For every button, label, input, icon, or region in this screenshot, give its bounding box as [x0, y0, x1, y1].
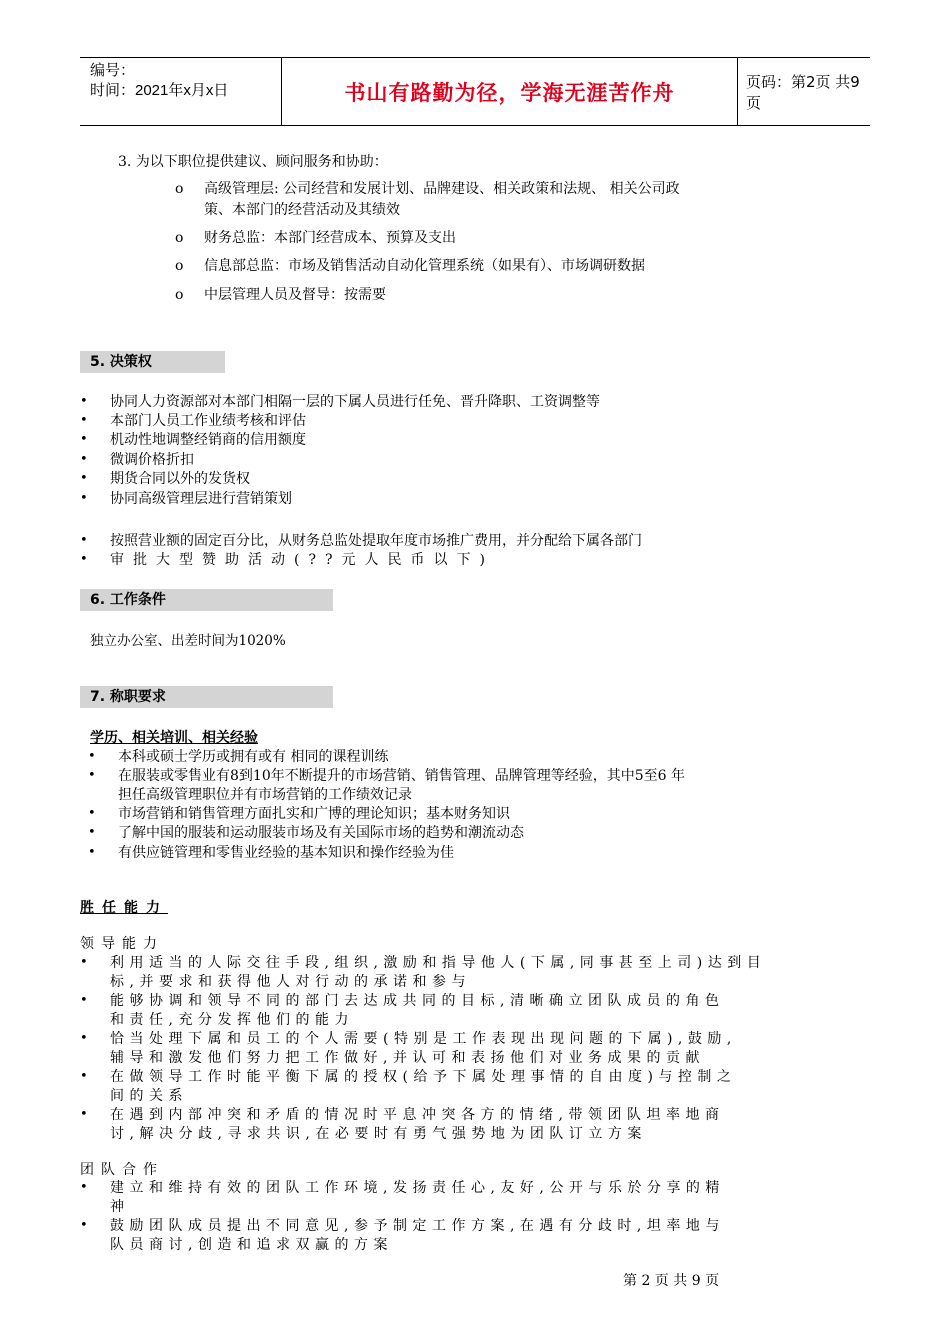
bullet-icon: •: [80, 452, 88, 467]
bullet-icon: •: [88, 845, 96, 860]
time-label: 时间：2021年x月x日: [90, 82, 229, 99]
bullet-icon: •: [88, 749, 96, 764]
section7-title: 7. 称职要求: [80, 686, 333, 708]
section7-item: 市场营销和销售管理方面扎实和广博的理论知识；基本财务知识: [118, 806, 510, 822]
bullet-icon: •: [80, 993, 88, 1008]
section5-item: 本部门人员工作业绩考核和评估: [110, 413, 306, 429]
bullet-icon: •: [80, 552, 88, 567]
page-header: [80, 57, 870, 126]
bullet-icon: •: [80, 1180, 88, 1195]
leadership-line: 在做领导工作时能平衡下属的授权(给予下属处理事情的自由度)与控制之: [110, 1069, 737, 1085]
item3-sub: 策、本部门的经营活动及其绩效: [204, 202, 400, 218]
sub-bullet: o: [175, 287, 184, 303]
team-line: 建立和维持有效的团队工作环境,发扬责任心,友好,公开与乐於分享的精: [110, 1180, 725, 1196]
item3-sub: 中层管理人员及督导：按需要: [204, 287, 386, 303]
bullet-icon: •: [80, 432, 88, 447]
section6-title: 6. 工作条件: [80, 589, 333, 611]
team-title: 团队合作: [80, 1162, 164, 1178]
team-line: 神: [110, 1199, 130, 1215]
leadership-line: 恰当处理下属和员工的个人需要(特别是工作表现出现问题的下属),鼓励,: [110, 1031, 737, 1047]
leadership-line: 辅导和激发他们努力把工作做好,并认可和表扬他们对业务成果的贡献: [110, 1050, 705, 1066]
bullet-icon: •: [80, 1218, 88, 1233]
section7-item: 本科或硕士学历或拥有或有 相同的课程训练: [118, 749, 389, 765]
section7-item: 了解中国的服装和运动服装市场及有关国际市场的趋势和潮流动态: [118, 825, 524, 841]
bullet-icon: •: [80, 491, 88, 506]
bullet-icon: •: [88, 768, 96, 783]
section7-item: 在服装或零售业有8到10年不断提升的市场营销、销售管理、品牌管理等经验，其中5至6 年: [118, 768, 685, 784]
bullet-icon: •: [80, 955, 88, 970]
bullet-icon: •: [80, 1069, 88, 1084]
leadership-line: 间的关系: [110, 1088, 188, 1104]
section7-item: 担任高级管理职位并有市场营销的工作绩效记录: [118, 787, 412, 803]
section7-subheading: 学历、相关培训、相关经验: [90, 730, 258, 746]
team-line: 鼓励团队成员提出不同意见,参予制定工作方案,在遇有分歧时,坦率地与: [110, 1218, 725, 1234]
header-page-info: 页码：第2页 共9页: [746, 72, 860, 112]
leadership-line: 利用适当的人际交往手段,组织,激励和指导他人(下属,同事甚至上司)达到目: [110, 955, 767, 971]
section5-item: 协同高级管理层进行营销策划: [110, 491, 292, 507]
leadership-line: 能够协调和领导不同的部门去达成共同的目标,清晰确立团队成员的角色: [110, 993, 725, 1009]
bullet-icon: •: [80, 471, 88, 486]
competency-title: 胜任能力: [80, 900, 168, 916]
item3-sub: 财务总监：本部门经营成本、预算及支出: [204, 230, 456, 246]
section5-item: 机动性地调整经销商的信用额度: [110, 432, 306, 448]
item3-title: 3. 为以下职位提供建议、顾问服务和协助：: [118, 154, 388, 170]
page-footer: 第 2 页 共 9 页: [623, 1273, 720, 1289]
leadership-line: 标,并要求和获得他人对行动的承诺和参与: [110, 974, 471, 990]
section5-title: 5. 决策权: [80, 351, 225, 373]
leadership-line: 和责任,充分发挥他们的能力: [110, 1012, 354, 1028]
number-label: 编号：: [90, 62, 136, 79]
bullet-icon: •: [88, 825, 96, 840]
header-left: [80, 58, 281, 125]
section5-item: 审批大型赞助活动(??元人民币以下): [110, 552, 494, 568]
bullet-icon: •: [88, 806, 96, 821]
header-motto: 书山有路勤为径，学海无涯苦作舟: [281, 58, 738, 125]
bullet-icon: •: [80, 1107, 88, 1122]
leadership-line: 在遇到内部冲突和矛盾的情况时平息冲突各方的情绪,带领团队坦率地商: [110, 1107, 725, 1123]
sub-bullet: o: [175, 181, 184, 197]
section5-item: 协同人力资源部对本部门相隔一层的下属人员进行任免、晋升降职、工资调整等: [110, 394, 600, 410]
section5-item: 微调价格折扣: [110, 452, 194, 468]
item3-sub: 高级管理层: 公司经营和发展计划、品牌建设、相关政策和法规、 相关公司政: [204, 181, 680, 197]
section5-item: 期货合同以外的发货权: [110, 471, 250, 487]
item3-sub: 信息部总监：市场及销售活动自动化管理系统（如果有）、市场调研数据: [204, 258, 645, 274]
section5-item: 按照营业额的固定百分比，从财务总监处提取年度市场推广费用，并分配给下属各部门: [110, 533, 642, 549]
leadership-title: 领导能力: [80, 936, 164, 952]
sub-bullet: o: [175, 230, 184, 246]
bullet-icon: •: [80, 533, 88, 548]
section7-item: 有供应链管理和零售业经验的基本知识和操作经验为佳: [118, 845, 454, 861]
bullet-icon: •: [80, 413, 88, 428]
leadership-line: 讨,解决分歧,寻求共识,在必要时有勇气强势地为团队订立方案: [110, 1126, 647, 1142]
section6-text: 独立办公室、出差时间为1020%: [90, 633, 286, 649]
bullet-icon: •: [80, 1031, 88, 1046]
team-line: 队员商讨,创造和追求双赢的方案: [110, 1237, 393, 1253]
bullet-icon: •: [80, 394, 88, 409]
sub-bullet: o: [175, 258, 184, 274]
